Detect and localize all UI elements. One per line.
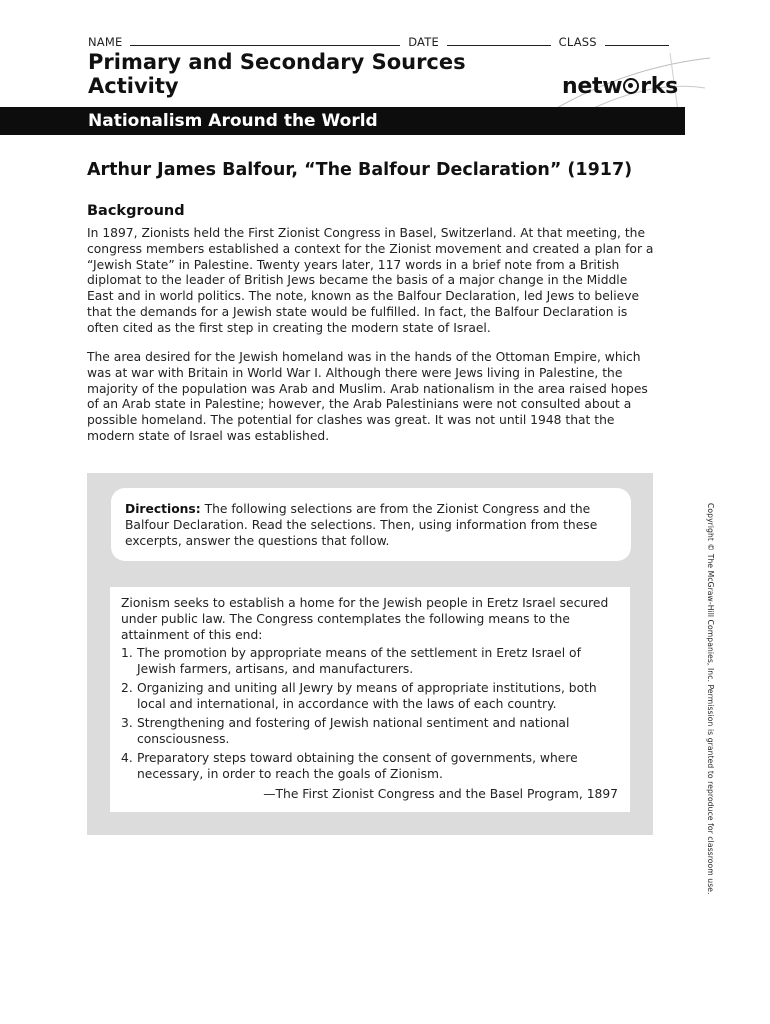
- logo-o-icon: [623, 78, 639, 94]
- logo-suffix: rks: [640, 74, 678, 99]
- background-heading: Background: [87, 203, 185, 219]
- directions-body: The following selections are from the Zionist Congress and the Balfour Declaration. Read the selections. Then, using information from these excerpts, answer the questions that follow.: [125, 502, 598, 548]
- list-item: [121, 645, 621, 677]
- document-title: Arthur James Balfour, “The Balfour Declaration” (1917): [87, 160, 633, 180]
- page-title-line2: Activity: [88, 74, 179, 98]
- background-paragraph-2: The area desired for the Jewish homeland was in the hands of the Ottoman Empire, which was at war with Britain in World War I. Although there were Jews living in Palestine, the majority of the population was Arab and Muslim. Arab nationalism in the area raised hopes of an Arab state in Palestine; however, the Arab Palestinians were not consulted about a possible homeland. The potential for clashes was great. It was not until 1948 that the modern state of Israel was established.: [87, 350, 648, 443]
- date-label: DATE: [408, 35, 439, 49]
- list-item-number: 4.: [121, 751, 133, 765]
- list-item-text: Preparatory steps toward obtaining the consent of governments, where necessary, in order to reach the goals of Zionism.: [137, 751, 578, 781]
- list-item-text: Strengthening and fostering of Jewish national sentiment and national consciousness.: [137, 716, 570, 746]
- class-label: CLASS: [558, 35, 597, 49]
- directions-label: Directions:: [125, 502, 201, 516]
- list-item-number: 2.: [121, 681, 133, 695]
- list-item-text: Organizing and uniting all Jewry by means of appropriate institutions, both local and international, in accordance with the laws of each country.: [137, 681, 597, 711]
- list-item-number: 1.: [121, 646, 133, 660]
- list-item: [121, 750, 621, 782]
- list-item-text: The promotion by appropriate means of the settlement in Eretz Israel of Jewish farmers, artisans, and manufacturers.: [137, 646, 581, 676]
- page-title: [88, 50, 466, 98]
- excerpt-intro: Zionism seeks to establish a home for the Jewish people in Eretz Israel secured under public law. The Congress contemplates the following means to the attainment of this end:: [121, 596, 609, 642]
- list-item: [121, 680, 621, 712]
- section-banner: [0, 107, 685, 135]
- section-banner-text: Nationalism Around the World: [88, 111, 378, 131]
- page-title-line1: Primary and Secondary Sources: [88, 50, 466, 74]
- excerpt-source: —The First Zionist Congress and the Basel Program, 1897: [263, 787, 618, 801]
- networks-logo: [562, 74, 678, 99]
- student-info-line: [88, 34, 688, 49]
- class-blank[interactable]: [605, 34, 669, 46]
- excerpt-box: [110, 587, 630, 812]
- directions-box: [111, 488, 631, 561]
- date-blank[interactable]: [447, 34, 551, 46]
- list-item: [121, 715, 621, 747]
- copyright-text: Copyright © The McGraw-Hill Companies, Inc. Permission is granted to reproduce for classroom use.: [706, 503, 715, 895]
- name-blank[interactable]: [130, 34, 400, 46]
- list-item-number: 3.: [121, 716, 133, 730]
- background-paragraph-1: In 1897, Zionists held the First Zionist Congress in Basel, Switzerland. At that meeting, the congress members established a context for the Zionist movement and created a plan for a “Jewish State” in Palestine. Twenty years later, 117 words in a brief note from a British diplomat to the leader of British Jews became the basis of a major change in the Middle East and in world politics. The note, known as the Balfour Declaration, led Jews to believe that the demands for a Jewish state would be fulfilled. In fact, the Balfour Declaration is often cited as the first step in creating the modern state of Israel.: [87, 226, 654, 335]
- excerpt-list: [121, 645, 621, 785]
- directions-text: [125, 501, 615, 549]
- copyright-notice: [701, 503, 715, 913]
- logo-prefix: netw: [562, 74, 623, 99]
- name-label: NAME: [88, 35, 123, 49]
